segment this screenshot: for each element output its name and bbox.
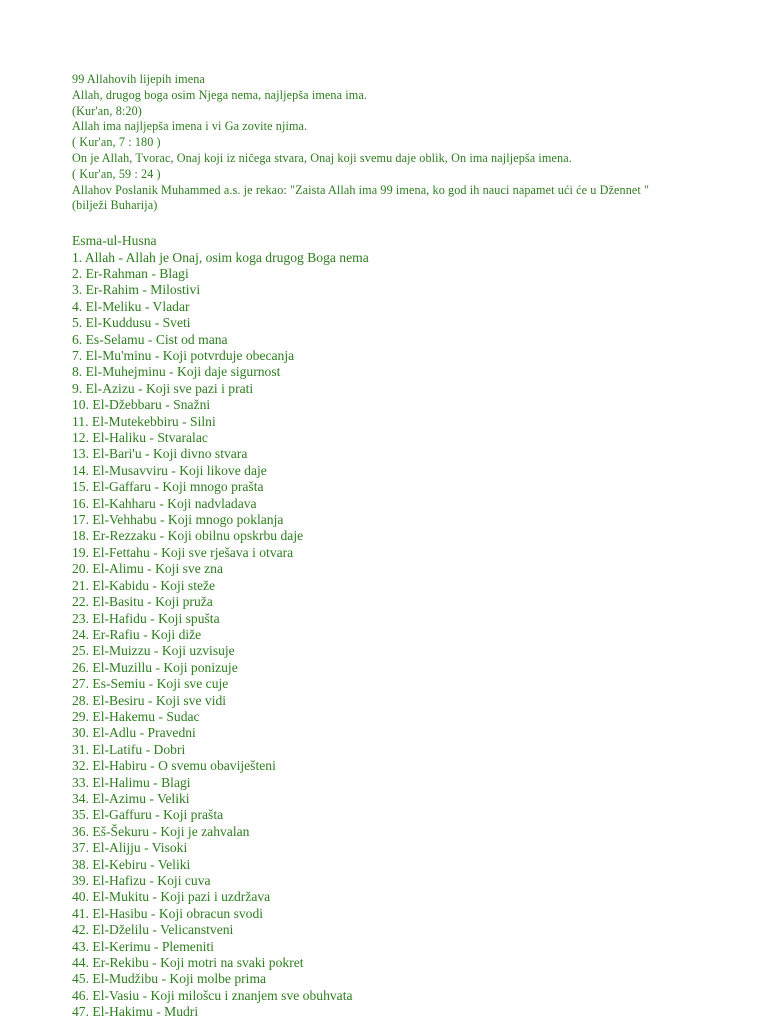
name-list-item: 16. El-Kahharu - Koji nadvladava [72,495,257,511]
name-list-item: 25. El-Muizzu - Koji uzvisuje [72,643,235,659]
intro-hadith: Allahov Poslanik Muhammed a.s. je rekao: "Zaista Allah ima 99 imena, ko god ih nauci napamet ući će u Džennet " [72,182,650,197]
name-list-item: 7. El-Mu'minu - Koji potvrduje obecanja [72,348,295,364]
name-list-item: 11. El-Mutekebbiru - Silni [72,413,216,429]
name-list-item: 27. Es-Semiu - Koji sve cuje [72,676,229,692]
name-list-item: 18. Er-Rezzaku - Koji obilnu opskrbu daje [72,528,304,544]
name-list-item: 23. El-Hafidu - Koji spušta [72,610,220,626]
name-list-item: 19. El-Fettahu - Koji sve rješava i otvara [72,544,294,560]
name-list-item: 26. El-Muzillu - Koji ponizuje [72,659,238,675]
name-list-item: 8. El-Muhejminu - Koji daje sigurnost [72,364,281,380]
name-list-item: 42. El-Dželilu - Velicanstveni [72,922,234,938]
name-list-item: 2. Er-Rahman - Blagi [72,265,189,281]
name-list-item: 31. El-Latifu - Dobri [72,741,186,757]
intro-reference-2: ( Kur'an, 7 : 180 ) [72,135,161,150]
name-list-item: 41. El-Hasibu - Koji obracun svodi [72,905,264,921]
name-list-item: 34. El-Azimu - Veliki [72,790,190,806]
name-list-item: 3. Er-Rahim - Milostivi [72,282,201,298]
name-list-item: 38. El-Kebiru - Veliki [72,856,191,872]
name-list-item: 4. El-Meliku - Vladar [72,298,190,314]
name-list-item: 43. El-Kerimu - Plemeniti [72,938,214,954]
document-page [72,72,752,1021]
name-list-item: 22. El-Basitu - Koji pruža [72,594,213,610]
name-list-item: 15. El-Gaffaru - Koji mnogo prašta [72,479,264,495]
name-list-item: 21. El-Kabidu - Koji steže [72,577,216,593]
name-list-item: 44. Er-Rekibu - Koji motri na svaki pokret [72,955,304,971]
intro-reference-3: ( Kur'an, 59 : 24 ) [72,166,161,181]
name-list-item: 29. El-Hakemu - Sudac [72,708,200,724]
name-list-item: 14. El-Musavviru - Koji likove daje [72,462,267,478]
name-list-item: 36. Eš-Šekuru - Koji je zahvalan [72,823,250,839]
name-list-item: 30. El-Adlu - Pravedni [72,725,196,741]
intro-reference-1: (Kur'an, 8:20) [72,103,142,118]
name-list-item: 17. El-Vehhabu - Koji mnogo poklanja [72,512,284,528]
name-list-item: 6. Es-Selamu - Cist od mana [72,331,228,347]
name-list-item: 5. El-Kuddusu - Sveti [72,315,191,331]
intro-block [72,72,752,214]
name-list-item: 33. El-Halimu - Blagi [72,774,191,790]
list-title: Esma-ul-Husna [72,233,157,249]
name-list-item: 47. El-Hakimu - Mudri [72,1004,199,1020]
name-list-item: 20. El-Alimu - Koji sve zna [72,561,224,577]
name-list-item: 39. El-Hafizu - Koji cuva [72,873,211,889]
intro-verse-2: Allah ima najljepša imena i vi Ga zovite njima. [72,119,308,134]
name-list-item: 40. El-Mukitu - Koji pazi i uzdržava [72,889,271,905]
intro-title: 99 Allahovih lijepih imena [72,72,205,86]
name-list-item: 46. El-Vasiu - Koji milošcu i znanjem sve obuhvata [72,987,353,1003]
name-list-item: 1. Allah - Allah je Onaj, osim koga drugog Boga nema [72,249,369,265]
name-list-item: 37. El-Alijju - Visoki [72,840,188,856]
names-list [72,250,752,1021]
name-list-item: 9. El-Azizu - Koji sve pazi i prati [72,380,254,396]
name-list-item: 24. Er-Rafiu - Koji diže [72,626,202,642]
name-list-item: 35. El-Gaffuru - Koji prašta [72,807,224,823]
name-list-item: 13. El-Bari'u - Koji divno stvara [72,446,248,462]
intro-verse-3: On je Allah, Tvorac, Onaj koji iz ničega stvara, Onaj koji svemu daje oblik, On ima najljepša imena. [72,150,572,165]
name-list-item: 10. El-Džebbaru - Snažni [72,397,211,413]
name-list-item: 45. El-Mudžibu - Koji molbe prima [72,971,267,987]
name-list-item: 32. El-Habiru - O svemu obaviješteni [72,758,276,774]
intro-verse-1: Allah, drugog boga osim Njega nema, najljepša imena ima. [72,87,367,102]
intro-hadith-source: (bilježi Buharija) [72,198,158,213]
name-list-item: 28. El-Besiru - Koji sve vidi [72,692,227,708]
name-list-item: 12. El-Haliku - Stvaralac [72,430,208,446]
